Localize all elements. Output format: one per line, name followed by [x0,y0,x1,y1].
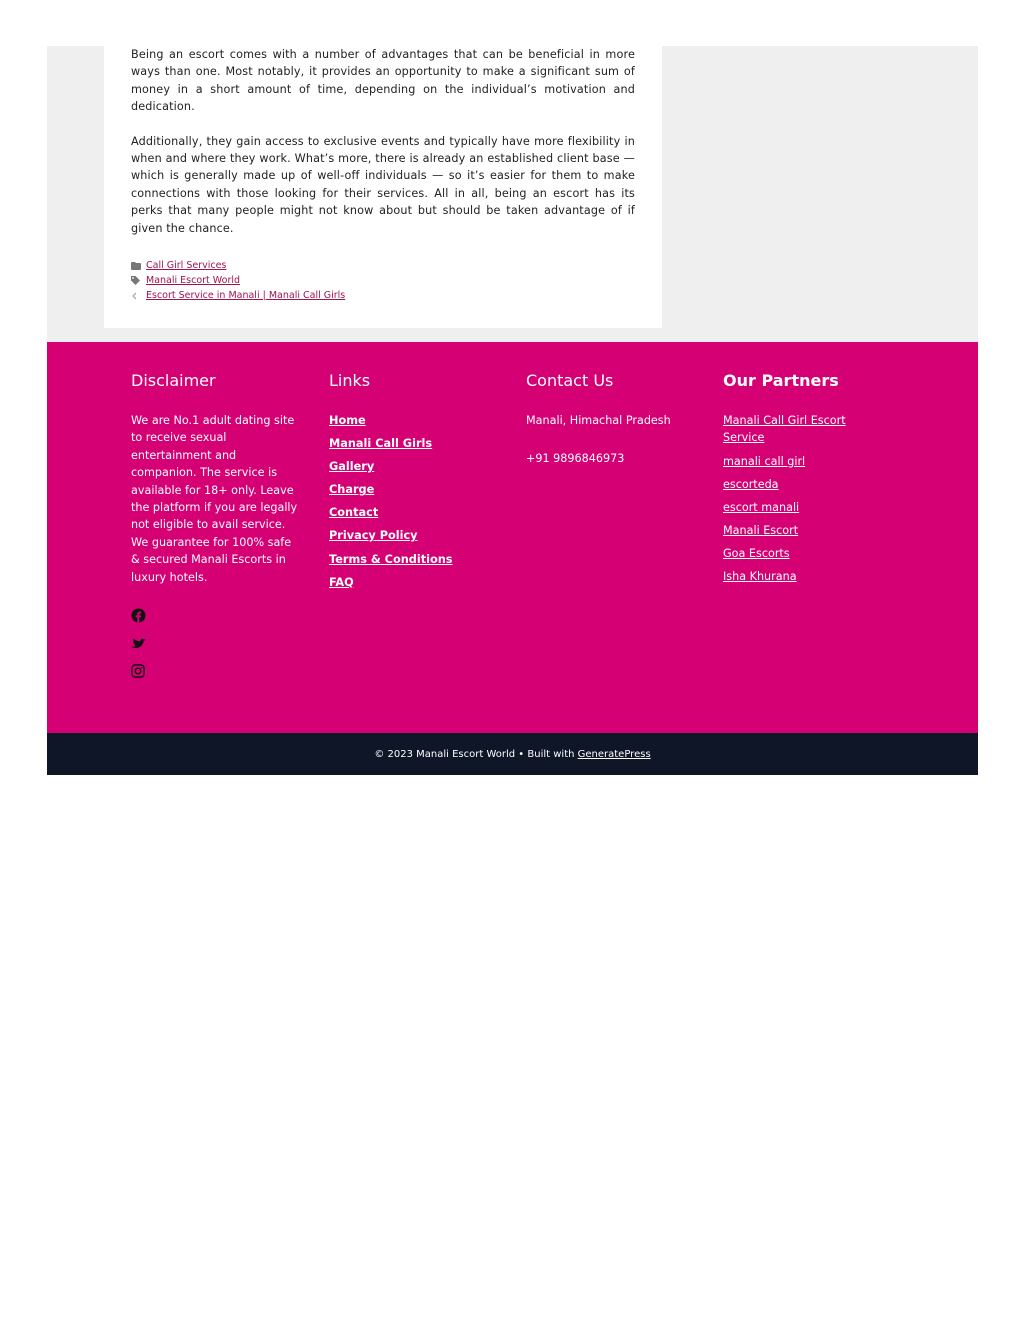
previous-post-link[interactable]: Escort Service in Manali | Manali Call Girls [146,290,346,302]
contact-phone: +91 9896846973 [526,452,625,465]
links-list [329,409,501,594]
copyright-label: © 2023 Manali Escort World • Built with [374,748,578,760]
partner-link[interactable]: escort manali [723,500,800,514]
footer-link-faq[interactable]: FAQ [329,575,354,589]
links-widget [329,370,501,594]
article-paragraph-1: Being an escort comes with a number of advantages that can be beneficial in more ways than one. Most notably, it provides an opportunity to make a significant sum of money in a short amount of time, depending on the individual’s motivation and dedication. [131,48,635,114]
partner-link[interactable]: Goa Escorts [723,546,790,560]
disclaimer-widget [131,370,303,691]
chevron-left-icon [131,292,146,300]
site-info-bar [47,733,978,775]
partners-list [723,412,873,585]
facebook-icon[interactable] [131,608,147,624]
disclaimer-text: We are No.1 adult dating site to receive sexual entertainment and companion. The service is available for 18+ only. Leave the platform if you are legally not eligible to avail service. We guarantee for 100% safe & secured Manali Escorts in luxury hotels. [131,414,298,584]
folder-icon [131,262,146,270]
twitter-icon[interactable] [131,636,147,652]
social-links [131,608,303,679]
footer-link-charge[interactable]: Charge [329,483,375,497]
footer-widgets [47,342,978,733]
partner-link[interactable]: Manali Escort [723,523,799,537]
partner-link[interactable]: manali call girl [723,454,806,468]
contact-location: Manali, Himachal Pradesh [526,414,671,427]
footer-link-contact[interactable]: Contact [329,506,379,520]
article-paragraph-2: Additionally, they gain access to exclusive events and typically have more flexibility in when and where they work. What’s more, there is already an established client base — which is generally made up of well-off individuals — so it’s easier for them to make connections with those looking for their services. All in all, being an escort has its perks that many people might not know about but should be taken advantage of if given the chance. [131,134,635,235]
content-area [47,46,978,342]
partners-widget [723,370,873,591]
contact-title: Contact Us [526,371,614,390]
disclaimer-title: Disclaimer [131,371,216,390]
footer-link-gallery[interactable]: Gallery [329,460,375,474]
footer-link-home[interactable]: Home [329,414,366,427]
partner-link[interactable]: escorteda [723,477,779,491]
footer-link-manali-call-girls[interactable]: Manali Call Girls [329,437,433,451]
generatepress-link[interactable]: GeneratePress [577,748,651,760]
entry-meta [131,258,635,303]
contact-details [526,412,698,467]
contact-widget [526,370,698,467]
tag-icon [131,276,146,285]
article [104,46,662,328]
copyright-text [374,749,650,760]
footer-link-terms[interactable]: Terms & Conditions [329,552,453,566]
category-link[interactable]: Call Girl Services [146,260,227,272]
footer-link-privacy-policy[interactable]: Privacy Policy [329,529,418,543]
links-title: Links [329,371,371,390]
partner-link[interactable]: Manali Call Girl Escort Service [723,414,846,445]
instagram-icon[interactable] [131,663,147,679]
partner-link[interactable]: Isha Khurana [723,569,797,583]
tag-link[interactable]: Manali Escort World [146,275,241,287]
site-container [47,46,978,775]
partners-title: Our Partners [723,371,839,390]
